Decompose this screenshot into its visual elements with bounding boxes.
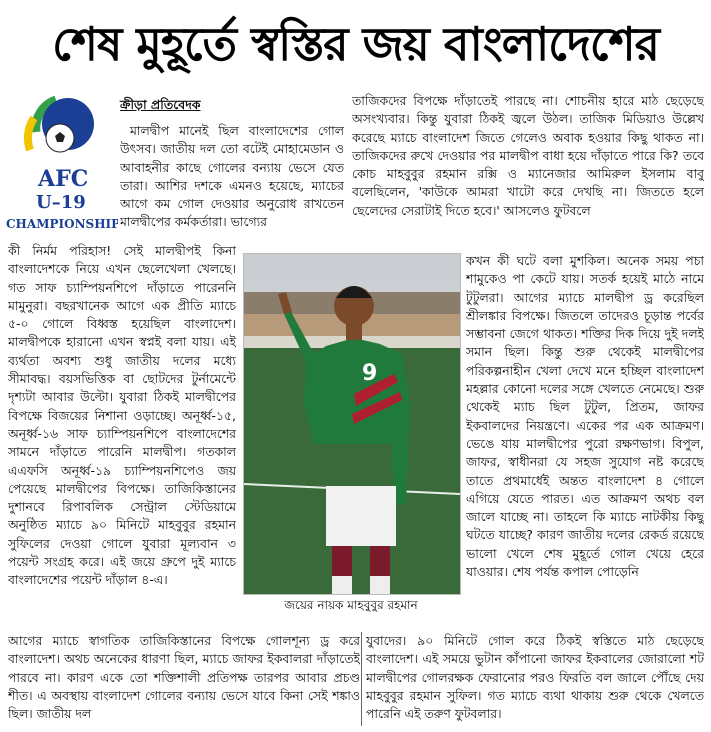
afc-logo-org: AFC: [38, 166, 89, 192]
article-col1-top: [120, 122, 344, 244]
article-bottom-right: [366, 632, 704, 728]
article-paragraph: কী নির্মম পরিহাস! সেই মালদ্বীপই কিনা বাংলাদেশকে নিয়ে এখন ছেলেখেলা খেলছে। গত সাফ চ্যাম্পিয়নশিপে দাঁড়াতে পারেননি মামুনুরা। বছরখানেক আগে এক প্রীতি ম্যাচে ৫-০ গোলে বিধ্বস্ত হয়েছিল বাংলাদেশ। মালদ্বীপকে হারানো এখন স্বপ্নই বলা যায়। এই ব্যর্থতা অবশ্য শুধু জাতীয় দলের মধ্যে সীমাবদ্ধ। বয়সভিত্তিক বা ছোটদের টুর্নামেন্টে দৃশ্যটা আবার উল্টো। যুবারা ঠিকই মালদ্বীপের বিপক্ষে বিজয়ের নিশানা ওড়াচ্ছে। অনূর্ধ্ব-১৫, অনূর্ধ্ব-১৬ সাফ চ্যাম্পিয়নশিপে বাংলাদেশের সামনে দাঁড়াতে পারেনি মালদ্বীপ। গতকাল এএফসি অনূর্ধ্ব-১৯ চ্যাম্পিয়নশিপেও জয় পেয়েছে মালদ্বীপের বিপক্ষে। তাজিকিস্তানের দুশানবে রিপাবলিক সেন্ট্রাল স্টেডিয়ামে অনুষ্ঠিত ম্যাচে ৯০ মিনিটে মাহবুবুর রহমান সুফিলের দেওয়া গোলে যুবারা মূল্যবান ৩ পয়েন্ট সংগ্রহ করে। এই জয়ে গ্রুপে দুই ম্যাচে বাংলাদেশের পয়েন্ট দাঁড়াল ৪-এ।: [8, 243, 236, 588]
jersey-number: 9: [362, 361, 378, 386]
headline: শেষ মুহূর্তে স্বস্তির জয় বাংলাদেশের: [52, 17, 659, 71]
afc-logo-tournament: U–19: [36, 192, 86, 213]
article-paragraph: কখন কী ঘটে বলা মুশকিল। অনেক সময় পচা শামুকেও পা কেটে যায়। সতর্ক হয়েই মাঠে নামে টুটুলরা। আগের ম্যাচে মালদ্বীপ ড্র করেছিল শ্রীলঙ্কার বিপক্ষে। জিতলে তাদেরও চূড়ান্ত পর্বের সম্ভাবনা জেগে থাকত। শক্তির দিক দিয়ে দুই দলই সমান ছিল। কিন্তু শুরু থেকেই মালদ্বীপের পরিকল্পনাহীন খেলা দেখে মনে হচ্ছিল বাংলাদেশ মহল্লার কোনো দলের সঙ্গে খেলতে নেমেছে। শুরু থেকেই ম্যাচ ছিল টুটুল, প্রিতম, জাফর ইকবালদের নিয়ন্ত্রণে। একের পর এক আক্রমণ। ভেঙে যায় মালদ্বীপের পুরো রক্ষণভাগ। বিপুল, জাফর, স্বাধীনরা যে সহজ সুযোগ নষ্ট করেছে তাতে প্রথমার্ধেই অন্তত বাংলাদেশ ৪ গোলে এগিয়ে যেতে পারত। এত আক্রমণ অথচ বল জালে যাচ্ছে না। তাহলে কি ম্যাচে নাটকীয় কিছু ঘটতে যাচ্ছে? কারণ জাতীয় দলের রেকর্ড রয়েছে ভালো খেলে শেষ মুহূর্তে গোল খেয়ে হেরে যাওয়ার। শেষ পর্যন্ত কপাল পোড়েনি: [466, 253, 704, 580]
afc-logo-word: CHAMPIONSHIP: [6, 217, 118, 231]
article-paragraph: তাজিকদের বিপক্ষে দাঁড়াতেই পারছে না। শোচনীয় হারে মাঠ ছেড়েছে অসংখ্যবার। কিন্তু যুবারা ঠিকই জ্বলে উঠল। তাজিক মিডিয়াও উল্লেখ করেছে ম্যাচে বাংলাদেশ জিতে গেলেও অবাক হওয়ার কিছু থাকত না। তাজিকদের রুখে দেওয়ার পর মালদ্বীপ বাধা হয়ে দাঁড়াতে পারে কি? তবে কোচ মাহবুবুর রহমান রক্সি ও ম্যানেজার আমিরুল ইসলাম বাবু বলেছিলেন, 'কাউকে আমরা খাটো করে দেখছি না। জিততে হলে ছেলেদের সেরাটাই দিতে হবে।' আসলেও ফুটবলে: [352, 93, 704, 218]
article-paragraph: যুবাদের। ৯০ মিনিটে গোল করে ঠিকই স্বস্তিতে মাঠ ছেড়েছে বাংলাদেশ। এই সময়ে ভুটান কাঁপানো জাফর ইকবালের জোরালো শট মালদ্বীপের গোলরক্ষক ফেরানোর পরও ফিরতি বল জালে পৌঁছে দেয় মাহবুবুর রহমান সুফিল। গত ম্যাচে ব্যথা থাকায় শুরু থেকে খেলতে পারেনি এই তরুণ ফুটবলার।: [366, 633, 704, 722]
afc-logo: [6, 92, 118, 240]
afc-ball-emblem-icon: [28, 98, 94, 152]
article-col1-main: [8, 242, 236, 630]
article-col3-main: [466, 252, 704, 634]
article-paragraph: আগের ম্যাচে স্বাগতিক তাজিকিস্তানের বিপক্ষে গোলশূন্য ড্র করে বাংলাদেশ। অথচ অনেকের ধারণা ছিল, ম্যাচে জাফর ইকবালরা দাঁড়াতেই পারবে না। কারণ একে তো শক্তিশালী প্রতিপক্ষ তারপর আবার প্রচণ্ড শীত। এ অবস্থায় বাংলাদেশ গোলের বন্যায় ভেসে যাবে কিনা সেই শঙ্কাও ছিল। জাতীয় দল: [8, 633, 360, 722]
article-bottom-left: [8, 632, 360, 728]
photo-caption: জয়ের নায়ক মাহবুবুর রহমান: [284, 598, 418, 612]
column-divider: [361, 632, 362, 726]
article-paragraph: মালদ্বীপ মানেই ছিল বাংলাদেশের গোল উৎসব। জাতীয় দল তো বটেই মোহামেডান ও আবাহনীর কাছে গোলের বন্যায় ভেসে যেত তারা। আশির দশকে এমনও হয়েছে, ম্যাচের আগে কম গোল দেওয়ার অনুরোধ রাখতেন মালদ্বীপের কর্মকর্তারা। ভাগ্যের: [120, 123, 344, 230]
player-photo: [243, 253, 461, 595]
byline: ক্রীড়া প্রতিবেদক: [120, 97, 201, 112]
article-right-top: [352, 92, 704, 250]
